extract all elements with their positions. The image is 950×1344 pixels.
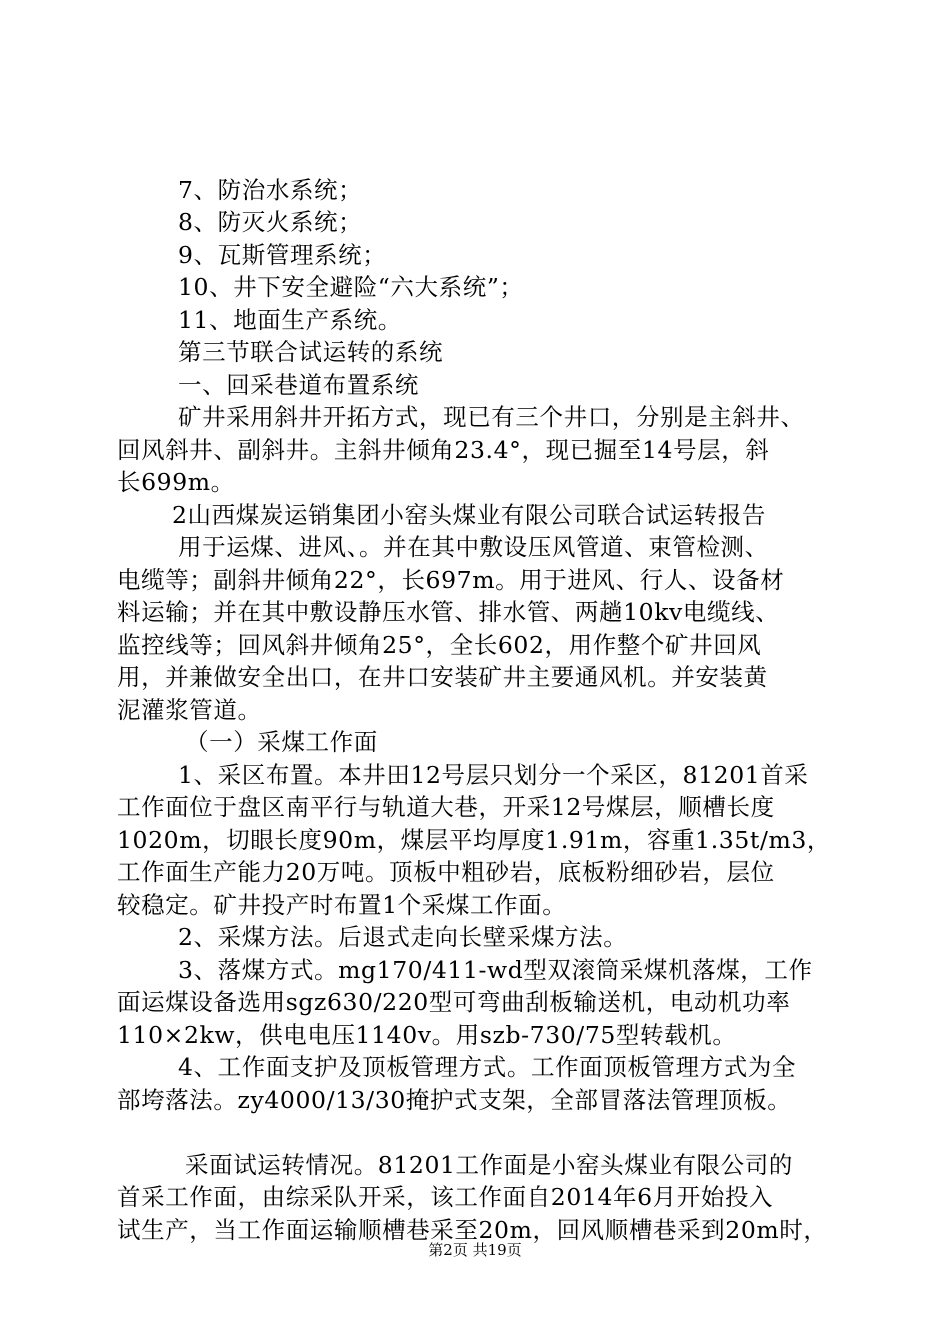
text-line: 工作面生产能力20万吨。顶板中粗砂岩，底板粉细砂岩，层位 — [117, 858, 775, 886]
text-line: 矿井采用斜井开拓方式，现已有三个井口，分别是主斜井、 — [178, 403, 805, 431]
text-line: 2、采煤方法。后退式走向长壁采煤方法。 — [178, 923, 628, 951]
text-line: 用，并兼做安全出口，在井口安装矿井主要通风机。并安装黄 — [117, 663, 768, 691]
text-line: 9、瓦斯管理系统； — [178, 241, 387, 269]
text-line: 部垮落法。zy4000/13/30掩护式支架，全部冒落法管理顶板。 — [117, 1086, 792, 1114]
text-line: 泥灌浆管道。 — [117, 696, 262, 724]
text-line: 较稳定。矿井投产时布置1个采煤工作面。 — [117, 891, 567, 919]
text-line: 回风斜井、副斜井。主斜井倾角23.4°，现已掘至14号层，斜 — [117, 436, 770, 464]
text-line: 试生产，当工作面运输顺槽巷采至20m，回风顺槽巷采到20m时， — [117, 1216, 828, 1244]
text-line: 用于运煤、进风、。并在其中敷设压风管道、束管检测、 — [178, 533, 769, 561]
text-line: 1、采区布置。本井田12号层只划分一个采区，81201首采 — [178, 761, 809, 789]
text-line: 面运煤设备选用sgz630/220型可弯曲刮板输送机，电动机功率 — [117, 988, 791, 1016]
running-header: 2山西煤炭运销集团小窑头煤业有限公司联合试运转报告 — [172, 501, 766, 529]
subsection-heading: 一、回采巷道布置系统 — [178, 371, 419, 399]
subsection-heading: （一）采煤工作面 — [185, 728, 378, 756]
text-line: 4、工作面支护及顶板管理方式。工作面顶板管理方式为全 — [178, 1053, 797, 1081]
text-line: 电缆等；副斜井倾角22°，长697m。用于进风、行人、设备材 — [117, 566, 785, 594]
section-heading: 第三节联合试运转的系统 — [178, 338, 444, 366]
text-line: 采面试运转情况。81201工作面是小窑头煤业有限公司的 — [185, 1151, 793, 1179]
text-line: 110×2kw，供电电压1140v。用szb-730/75型转载机。 — [117, 1021, 737, 1049]
text-line: 8、防灭火系统； — [178, 208, 363, 236]
text-line: 工作面位于盘区南平行与轨道大巷，开采12号煤层，顺槽长度 — [117, 793, 775, 821]
text-line: 监控线等；回风斜井倾角25°，全长602，用作整个矿井回风 — [117, 631, 762, 659]
text-line: 10、井下安全避险“六大系统”； — [178, 273, 524, 301]
text-line: 7、防治水系统； — [178, 176, 363, 204]
text-line: 料运输；并在其中敷设静压水管、排水管、两趟10kv电缆线、 — [117, 598, 780, 626]
text-line: 首采工作面，由综采队开采，该工作面自2014年6月开始投入 — [117, 1183, 774, 1211]
text-line: 长699m。 — [117, 468, 235, 496]
text-line: 1020m，切眼长度90m，煤层平均厚度1.91m，容重1.35t/m3， — [117, 826, 832, 854]
text-line: 11、地面生产系统。 — [178, 306, 402, 334]
page-number-footer: 第2页 共19页 — [428, 1241, 522, 1259]
text-line: 3、落煤方式。mg170/411-wd型双滚筒采煤机落煤，工作 — [178, 956, 813, 984]
